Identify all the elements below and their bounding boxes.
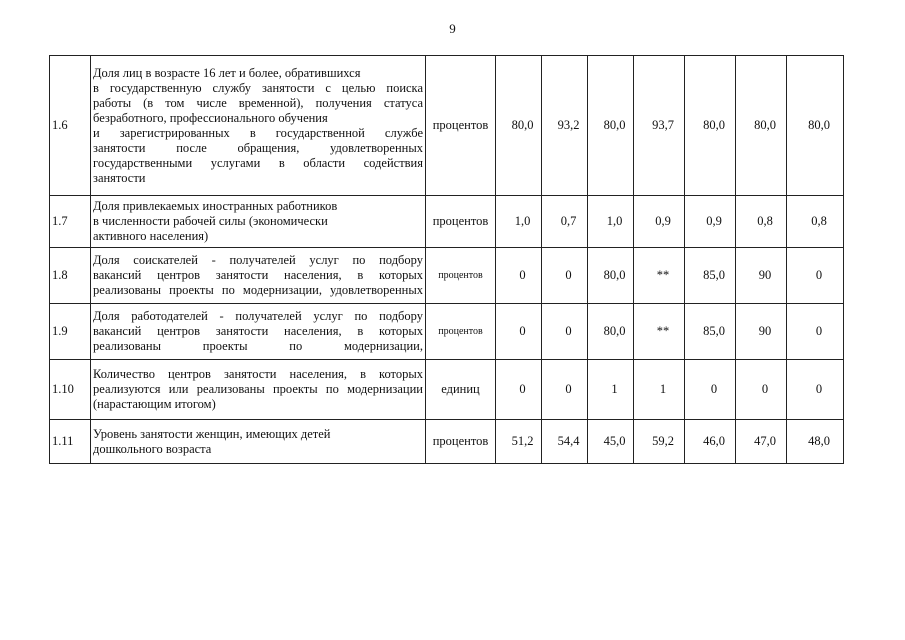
value-text: 80,0 (754, 118, 776, 132)
row-number: 1.11 (50, 420, 91, 464)
value-text: ** (656, 268, 670, 282)
value-text: 85,0 (703, 324, 725, 338)
value-cell (736, 196, 787, 248)
value-cell (542, 420, 588, 464)
value-text: 1,0 (514, 214, 531, 228)
value-cell (634, 248, 685, 304)
unit-cell: процентов (426, 196, 496, 248)
row-number: 1.8 (50, 248, 91, 304)
value-text: 85,0 (703, 268, 725, 282)
description-line: (нарастающим итогом) (93, 397, 216, 411)
value-text: 0,9 (706, 214, 722, 228)
value-cell (588, 248, 634, 304)
value-text: 80,0 (703, 118, 725, 132)
description-line: Количество центров занятости населения, в которых (93, 367, 423, 381)
value-text: 80,0 (603, 268, 626, 282)
value-text: 1,0 (606, 214, 623, 228)
row-number: 1.6 (50, 56, 91, 196)
value-cell (588, 56, 634, 196)
description-line: реализованы проекты по модернизации, удовлетворенных (93, 283, 423, 297)
description-line: реализуются или реализованы проекты по модернизации (93, 382, 423, 396)
value-cell (787, 360, 844, 420)
value-text: 0 (815, 324, 823, 338)
value-text: 0 (565, 382, 572, 396)
value-cell (685, 248, 736, 304)
unit-cell: единиц (426, 360, 496, 420)
value-text: 0 (519, 268, 526, 282)
value-cell (736, 420, 787, 464)
value-cell (685, 196, 736, 248)
value-cell (634, 56, 685, 196)
value-cell (542, 360, 588, 420)
value-cell (588, 304, 634, 360)
table-row (50, 56, 844, 196)
value-cell (736, 56, 787, 196)
description-line: Доля работодателей - получателей услуг по подбору (93, 309, 423, 323)
value-text: 51,2 (511, 434, 534, 448)
value-text: 0 (815, 382, 823, 396)
value-cell (588, 420, 634, 464)
description-line: Уровень занятости женщин, имеющих детей (93, 426, 331, 441)
value-text: 45,0 (603, 434, 626, 448)
description-line: вакансий центров занятости населения, в которых (93, 268, 423, 282)
indicator-description (91, 360, 426, 420)
value-text: 80,0 (603, 324, 626, 338)
value-text: 0,8 (811, 214, 827, 228)
page-number: 9 (449, 21, 456, 36)
value-text: 1 (659, 382, 667, 396)
description-line: в государственную службу занятости с целью поиска (93, 80, 423, 95)
value-cell (588, 360, 634, 420)
unit-cell: процентов (426, 248, 496, 304)
value-cell (685, 360, 736, 420)
row-number: 1.10 (50, 360, 91, 420)
value-text: 47,0 (754, 434, 776, 448)
value-cell (634, 196, 685, 248)
value-text: 0 (710, 382, 718, 396)
value-text: 1 (611, 382, 618, 396)
description-line: в численности рабочей силы (экономически (93, 214, 328, 228)
value-cell (542, 56, 588, 196)
description-line: реализованы проекты по модернизации, (93, 339, 423, 353)
description-line: активного населения) (93, 229, 209, 243)
description-line: Доля привлекаемых иностранных работников (93, 199, 338, 213)
value-cell (787, 420, 844, 464)
value-text: 93,7 (652, 118, 674, 132)
description-line: государственными услугами в области содействия (93, 155, 423, 170)
indicator-description (91, 304, 426, 360)
unit-cell: процентов (426, 56, 496, 196)
value-cell (685, 56, 736, 196)
table-row (50, 304, 844, 360)
value-cell (496, 420, 542, 464)
indicator-description (91, 420, 426, 464)
value-cell (496, 248, 542, 304)
value-cell (588, 196, 634, 248)
value-cell (787, 196, 844, 248)
value-cell (787, 56, 844, 196)
value-cell (787, 304, 844, 360)
value-text: 80,0 (808, 118, 830, 132)
value-cell (496, 56, 542, 196)
value-text: 0,8 (757, 214, 773, 228)
value-cell (634, 360, 685, 420)
value-cell (542, 304, 588, 360)
value-text: 0 (565, 268, 572, 282)
value-text: 0,7 (560, 214, 577, 228)
unit-cell: процентов (426, 420, 496, 464)
value-cell (736, 248, 787, 304)
value-text: 90 (758, 268, 772, 282)
value-cell (685, 420, 736, 464)
table-row (50, 248, 844, 304)
value-text: 0 (815, 268, 823, 282)
value-text: 80,0 (603, 118, 626, 132)
value-cell (496, 360, 542, 420)
value-cell (496, 196, 542, 248)
value-cell (634, 304, 685, 360)
value-cell (736, 360, 787, 420)
value-text: 59,2 (652, 434, 674, 448)
value-cell (787, 248, 844, 304)
description-line: и зарегистрированных в государственной службе (93, 125, 423, 140)
value-text: 48,0 (808, 434, 830, 448)
unit-cell: процентов (426, 304, 496, 360)
table-row (50, 360, 844, 420)
value-text: 93,2 (557, 118, 580, 132)
value-text: 54,4 (557, 434, 580, 448)
description-line: дошкольного возраста (93, 441, 212, 456)
value-cell (634, 420, 685, 464)
description-line: занятости (93, 170, 146, 185)
value-cell (736, 304, 787, 360)
value-text: 0 (761, 382, 769, 396)
value-text: 0 (519, 382, 526, 396)
value-cell (685, 304, 736, 360)
description-line: безработного, профессионального обучения (93, 110, 328, 125)
value-text: 46,0 (703, 434, 725, 448)
value-cell (496, 304, 542, 360)
value-text: 90 (758, 324, 772, 338)
description-line: Доля соискателей - получателей услуг по подбору (93, 253, 423, 267)
value-text: 0 (565, 324, 572, 338)
indicator-description (91, 196, 426, 248)
description-line: занятости после обращения, удовлетворенных (93, 140, 423, 155)
description-line: работы (в том числе временной), получения статуса (93, 95, 423, 110)
description-line: Доля лиц в возрасте 16 лет и более, обратившихся (93, 65, 361, 80)
value-cell (542, 248, 588, 304)
row-number: 1.9 (50, 304, 91, 360)
indicators-table (49, 55, 844, 464)
value-cell (542, 196, 588, 248)
indicator-description (91, 248, 426, 304)
description-line: вакансий центров занятости населения, в которых (93, 324, 423, 338)
value-text: ** (656, 324, 670, 338)
value-text: 0 (519, 324, 526, 338)
value-text: 80,0 (511, 118, 534, 132)
indicator-description (91, 56, 426, 196)
row-number: 1.7 (50, 196, 91, 248)
table-row (50, 420, 844, 464)
value-text: 0,9 (655, 214, 671, 228)
table-row (50, 196, 844, 248)
